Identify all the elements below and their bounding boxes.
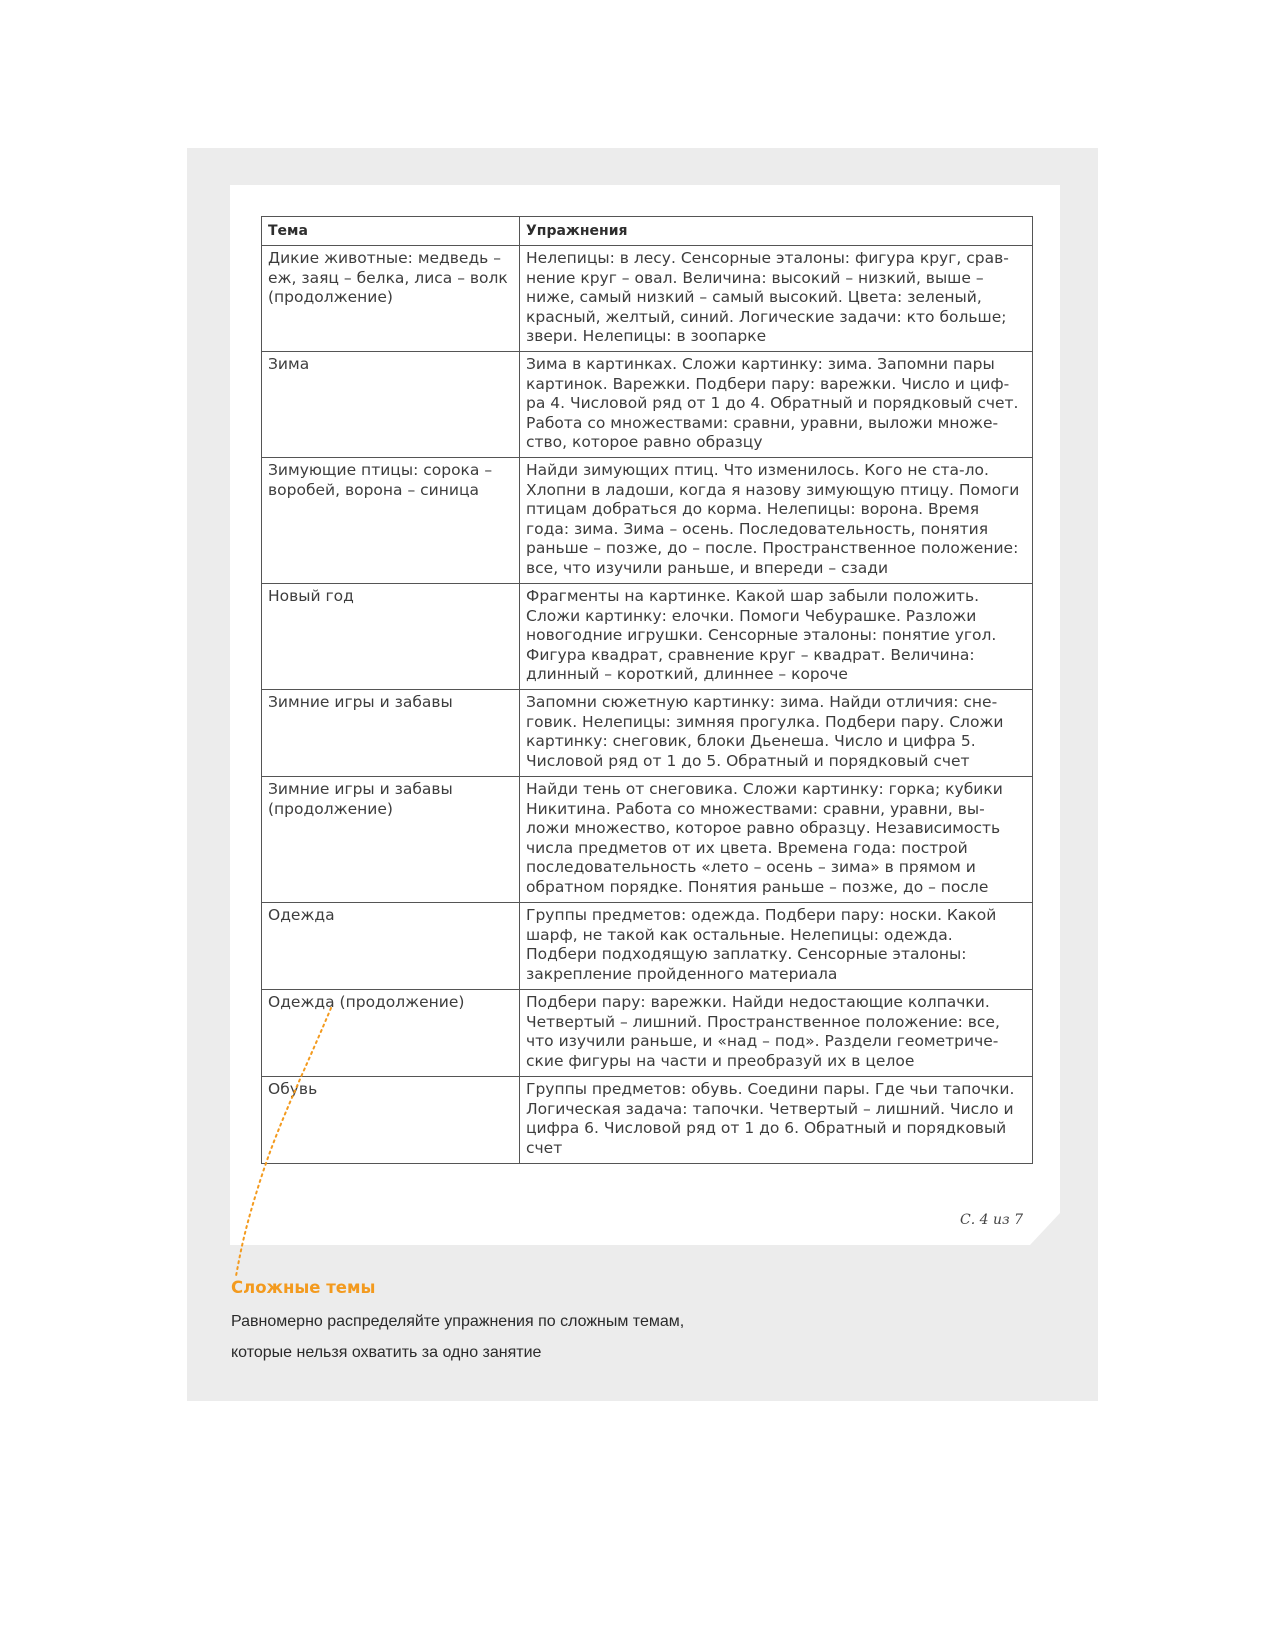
exercises-cell: Группы предметов: обувь. Соедини пары. Где чьи тапочки. Логическая задача: тапочки. Четвертый – лишний. Число и цифра 6. Числовой ряд от 1 до 6. Обратный и порядковый счет: [520, 1077, 1033, 1164]
topic-cell: Обувь: [262, 1077, 520, 1164]
callout-line-1: Равномерно распределяйте упражнения по сложным темам,: [231, 1313, 685, 1330]
topic-cell: Дикие животные: медведь – еж, заяц – белка, лиса – волк (продолжение): [262, 246, 520, 352]
table-row: [262, 990, 1033, 1077]
topic-cell: Новый год: [262, 584, 520, 690]
table-row: [262, 1077, 1033, 1164]
topic-cell: Зима: [262, 352, 520, 458]
topic-cell: Зимние игры и забавы: [262, 690, 520, 777]
table-row: [262, 246, 1033, 352]
topics-table: [261, 216, 1033, 1164]
table-row: [262, 584, 1033, 690]
topic-cell: Зимующие птицы: сорока – воробей, ворона – синица: [262, 458, 520, 584]
exercises-cell: Запомни сюжетную картинку: зима. Найди отличия: сне-говик. Нелепицы: зимняя прогулка. Подбери пару. Сложи картинку: снеговик, блоки Дьенеша. Число и цифра 5. Числовой ряд от 1 до 5. Обратный и порядковый счет: [520, 690, 1033, 777]
exercises-cell: Группы предметов: одежда. Подбери пару: носки. Какой шарф, не такой как остальные. Нелепицы: одежда. Подбери подходящую заплатку. Сенсорные эталоны: закрепление пройденного материала: [520, 903, 1033, 990]
callout-title: Сложные темы: [231, 1278, 376, 1297]
table-row: [262, 352, 1033, 458]
exercises-cell: Нелепицы: в лесу. Сенсорные эталоны: фигура круг, срав-нение круг – овал. Величина: высокий – низкий, выше – ниже, самый низкий – самый высокий. Цвета: зеленый, красный, желтый, синий. Логические задачи: кто больше; звери. Нелепицы: в зоопарке: [520, 246, 1033, 352]
table-header-row: [262, 217, 1033, 246]
page-number: С. 4 из 7: [960, 1212, 1023, 1228]
header-topic: Тема: [262, 217, 520, 246]
table-row: [262, 777, 1033, 903]
exercises-cell: Найди зимующих птиц. Что изменилось. Кого не ста-ло. Хлопни в ладоши, когда я назову зимующую птицу. Помоги птицам добраться до корма. Нелепицы: ворона. Время года: зима. Зима – осень. Последовательность, понятия раньше – позже, до – после. Пространственное положение: все, что изучили раньше, и впереди – сзади: [520, 458, 1033, 584]
exercises-cell: Фрагменты на картинке. Какой шар забыли положить. Сложи картинку: елочки. Помоги Чебурашке. Разложи новогодние игрушки. Сенсорные эталоны: понятие угол. Фигура квадрат, сравнение круг – квадрат. Величина: длинный – короткий, длиннее – короче: [520, 584, 1033, 690]
exercises-cell: Подбери пару: варежки. Найди недостающие колпачки. Четвертый – лишний. Пространственное положение: все, что изучили раньше, и «над – под». Раздели геометриче-ские фигуры на части и преобразуй их в целое: [520, 990, 1033, 1077]
table-row: [262, 690, 1033, 777]
exercises-cell: Найди тень от снеговика. Сложи картинку: горка; кубики Никитина. Работа со множествами: сравни, уравни, вы-ложи множество, которое равно образцу. Независимость числа предметов от их цвета. Времена года: построй последовательность «лето – осень – зима» в прямом и обратном порядке. Понятия раньше – позже, до – после: [520, 777, 1033, 903]
topic-cell: Одежда: [262, 903, 520, 990]
header-exercises: Упражнения: [520, 217, 1033, 246]
topic-cell: Одежда (продолжение): [262, 990, 520, 1077]
callout-line-2: которые нельзя охватить за одно занятие: [231, 1344, 542, 1361]
page-fold-corner: [1030, 1213, 1060, 1245]
table-row: [262, 903, 1033, 990]
topic-cell: Зимние игры и забавы (продолжение): [262, 777, 520, 903]
callout-text: [231, 1306, 684, 1368]
exercises-cell: Зима в картинках. Сложи картинку: зима. Запомни пары картинок. Варежки. Подбери пару: варежки. Число и циф-ра 4. Числовой ряд от 1 до 4. Обратный и порядковый счет. Работа со множествами: сравни, уравни, выложи множе-ство, которое равно образцу: [520, 352, 1033, 458]
table-row: [262, 458, 1033, 584]
